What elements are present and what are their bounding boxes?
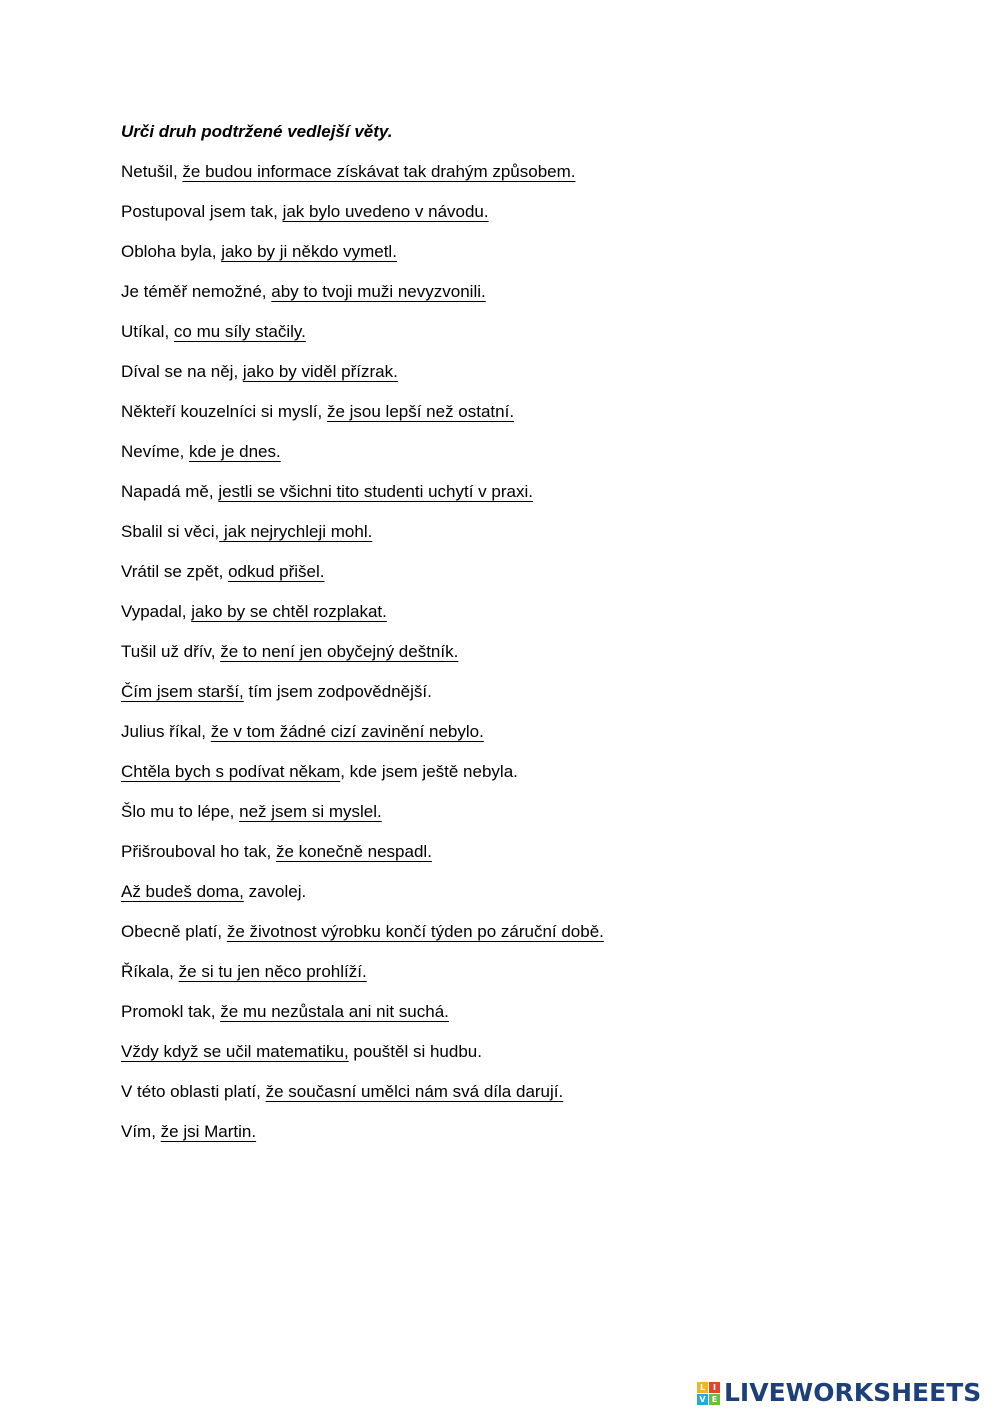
main-clause: , kde jsem ještě nebyla. xyxy=(340,762,518,781)
underlined-clause: co mu síly stačily. xyxy=(173,322,306,341)
underlined-clause: že jsou lepší než ostatní. xyxy=(326,402,515,421)
sentence-item xyxy=(121,398,961,438)
sentence-item xyxy=(121,838,961,878)
underlined-clause: že životnost výrobku končí týden po záruční době. xyxy=(226,922,604,941)
main-clause: Napadá mě, xyxy=(121,482,219,501)
underlined-clause: jako by se chtěl rozplakat. xyxy=(191,602,387,621)
main-clause: Díval se na něj, xyxy=(121,362,243,381)
main-clause: tím jsem zodpovědnější. xyxy=(243,682,432,701)
main-clause: Říkala, xyxy=(121,962,179,981)
main-clause: Tušil už dřív, xyxy=(121,642,221,661)
sentence-item xyxy=(121,158,961,198)
underlined-clause: Chtěla bych s podívat někam xyxy=(121,762,341,781)
underlined-clause: že budou informace získávat tak drahým způsobem. xyxy=(182,162,576,181)
main-clause: Je téměř nemožné, xyxy=(121,282,272,301)
underlined-clause: Čím jsem starší, xyxy=(121,682,244,701)
sentence-item xyxy=(121,958,961,998)
main-clause: Šlo mu to lépe, xyxy=(121,802,240,821)
instruction-heading: Urči druh podtržené vedlejší věty. xyxy=(121,122,393,141)
underlined-clause: že jsi Martin. xyxy=(160,1122,257,1141)
liveworksheets-brand xyxy=(697,1378,981,1408)
underlined-clause: než jsem si myslel. xyxy=(239,802,382,821)
sentence-item xyxy=(121,1038,961,1078)
brand-name: LIVEWORKSHEETS xyxy=(724,1378,982,1407)
underlined-clause: jako by viděl přízrak. xyxy=(242,362,398,381)
sentence-item xyxy=(121,998,961,1038)
sentence-item xyxy=(121,1118,961,1158)
underlined-clause: Až budeš doma, xyxy=(121,882,244,901)
worksheet xyxy=(121,118,961,1158)
underlined-clause: že současní umělci nám svá díla darují. xyxy=(265,1082,564,1101)
sentence-item xyxy=(121,198,961,238)
main-clause: Postupoval jsem tak, xyxy=(121,202,283,221)
main-clause: Přišrouboval ho tak, xyxy=(121,842,276,861)
underlined-clause: že to není jen obyčejný deštník. xyxy=(220,642,459,661)
sentence-item xyxy=(121,758,961,798)
sentence-item xyxy=(121,678,961,718)
sentence-item xyxy=(121,518,961,558)
sentence-item xyxy=(121,1078,961,1118)
underlined-clause: že v tom žádné cizí zavinění nebylo. xyxy=(210,722,484,741)
main-clause: Nevíme, xyxy=(121,442,190,461)
main-clause: Obecně platí, xyxy=(121,922,227,941)
sentence-item xyxy=(121,358,961,398)
main-clause: Obloha byla, xyxy=(121,242,222,261)
main-clause: V této oblasti platí, xyxy=(121,1082,266,1101)
underlined-clause: jako by ji někdo vymetl. xyxy=(221,242,397,261)
sentence-item xyxy=(121,638,961,678)
main-clause: Netušil, xyxy=(121,162,183,181)
sentence-item xyxy=(121,598,961,638)
sentence-item xyxy=(121,558,961,598)
main-clause: Vím, xyxy=(121,1122,161,1141)
underlined-clause: že si tu jen něco prohlíží. xyxy=(178,962,367,981)
main-clause: Promokl tak, xyxy=(121,1002,221,1021)
sentence-item xyxy=(121,438,961,478)
sentence-item xyxy=(121,238,961,278)
liveworksheets-logo-icon xyxy=(697,1382,720,1405)
underlined-clause: jak bylo uvedeno v návodu. xyxy=(282,202,489,221)
main-clause: pouštěl si hudbu. xyxy=(348,1042,482,1061)
underlined-clause: jestli se všichni tito studenti uchytí v praxi. xyxy=(218,482,533,501)
main-clause: zavolej. xyxy=(243,882,307,901)
sentence-item xyxy=(121,318,961,358)
logo-letter-i: I xyxy=(709,1382,720,1393)
main-clause: Někteří kouzelníci si myslí, xyxy=(121,402,327,421)
underlined-clause: odkud přišel. xyxy=(228,562,325,581)
sentence-item xyxy=(121,718,961,758)
main-clause: Sbalil si věci, xyxy=(121,522,220,541)
sentence-list xyxy=(121,158,961,1158)
sentence-item xyxy=(121,278,961,318)
underlined-clause: že konečně nespadl. xyxy=(275,842,432,861)
sentence-item xyxy=(121,918,961,958)
sentence-item xyxy=(121,798,961,838)
underlined-clause: jak nejrychleji mohl. xyxy=(219,522,373,541)
logo-letter-v: V xyxy=(697,1394,708,1405)
underlined-clause: Vždy když se učil matematiku, xyxy=(121,1042,349,1061)
underlined-clause: že mu nezůstala ani nit suchá. xyxy=(220,1002,449,1021)
main-clause: Julius říkal, xyxy=(121,722,211,741)
logo-letter-l: L xyxy=(697,1382,708,1393)
sentence-item xyxy=(121,878,961,918)
sentence-item xyxy=(121,478,961,518)
main-clause: Vypadal, xyxy=(121,602,192,621)
underlined-clause: kde je dnes. xyxy=(189,442,281,461)
main-clause: Utíkal, xyxy=(121,322,174,341)
underlined-clause: aby to tvoji muži nevyzvonili. xyxy=(271,282,486,301)
logo-letter-e: E xyxy=(709,1394,720,1405)
main-clause: Vrátil se zpět, xyxy=(121,562,229,581)
